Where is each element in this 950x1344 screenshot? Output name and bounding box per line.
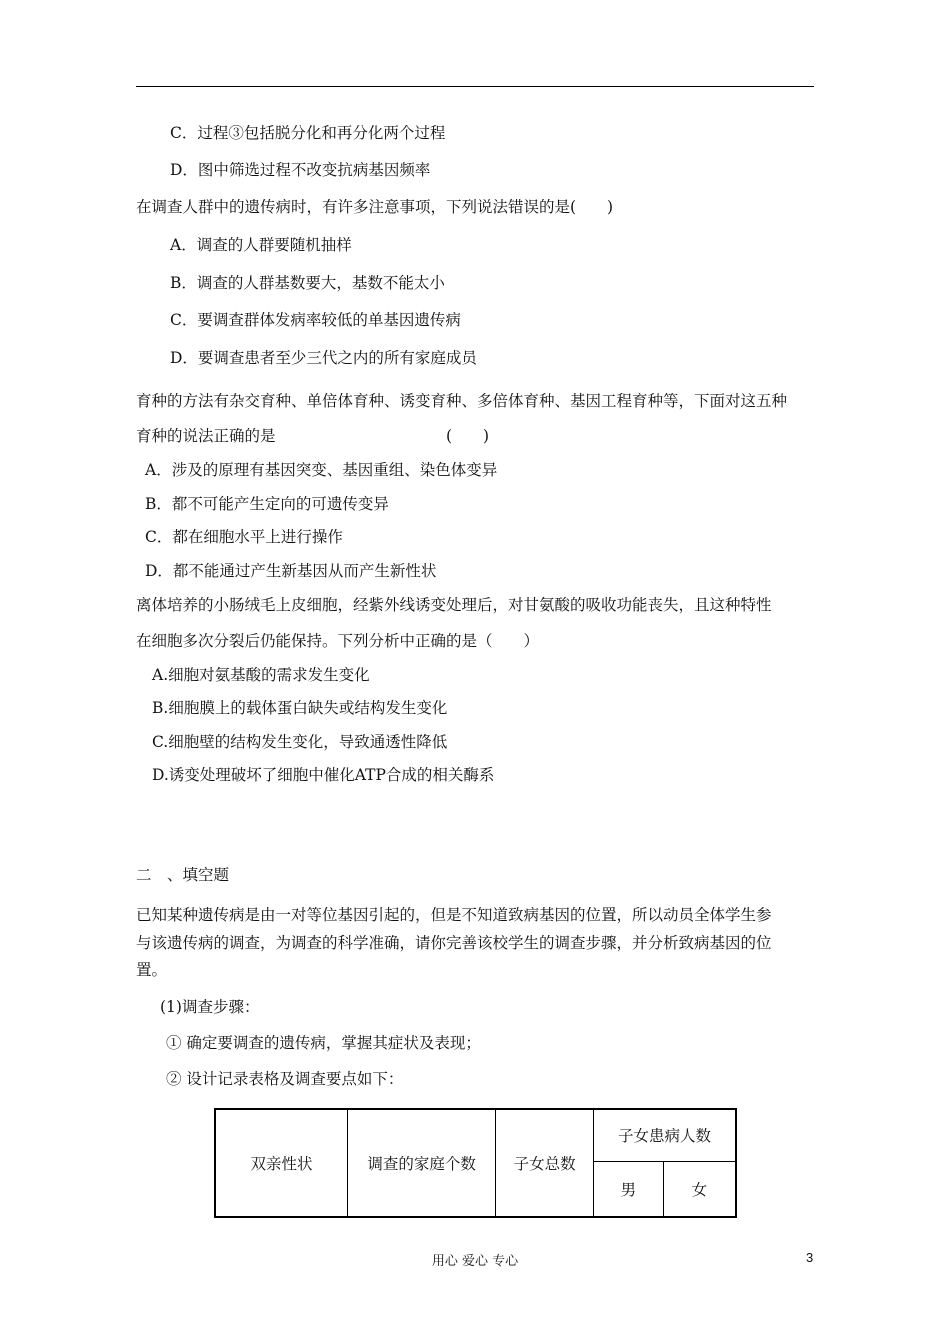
table-header-parent-traits: 双亲性状	[215, 1109, 347, 1217]
table-header-family-count: 调查的家庭个数	[347, 1109, 495, 1217]
question-4-stem-line1: 离体培养的小肠绒毛上皮细胞，经紫外线诱变处理后，对甘氨酸的吸收功能丧失，且这种特性	[136, 596, 772, 614]
option-a-q2: A．调查的人群要随机抽样	[170, 236, 352, 254]
option-c-q2: C．要调查群体发病率较低的单基因遗传病	[170, 311, 461, 329]
survey-steps-heading: (1)调查步骤：	[160, 998, 260, 1016]
table-header-male: 男	[593, 1161, 663, 1217]
record-table	[214, 1108, 737, 1218]
question-2-stem: 在调查人群中的遗传病时，有许多注意事项，下列说法错误的是( )	[136, 198, 614, 216]
option-c-q4: C.细胞壁的结构发生变化，导致通透性降低	[152, 733, 448, 751]
section-title-fill-blank: 二 、填空题	[136, 866, 230, 884]
option-a-q4: A.细胞对氨基酸的需求发生变化	[152, 666, 370, 684]
header-rule	[136, 86, 814, 87]
page-number: 3	[806, 1250, 814, 1265]
option-d-q4: D.诱变处理破坏了细胞中催化ATP合成的相关酶系	[152, 766, 495, 784]
option-d-q3: D．都不能通过产生新基因从而产生新性状	[145, 562, 437, 580]
survey-step-1: ① 确定要调查的遗传病，掌握其症状及表现；	[166, 1034, 481, 1052]
option-a-q3: A．涉及的原理有基因突变、基因重组、染色体变异	[145, 461, 498, 479]
question-5-stem-line1: 已知某种遗传病是由一对等位基因引起的，但是不知道致病基因的位置，所以动员全体学生参	[136, 906, 772, 924]
table-header-female: 女	[663, 1161, 736, 1217]
option-d-q1: D．图中筛选过程不改变抗病基因频率	[170, 161, 431, 179]
option-b-q4: B.细胞膜上的载体蛋白缺失或结构发生变化	[152, 699, 448, 717]
survey-step-2: ② 设计记录表格及调查要点如下：	[166, 1070, 404, 1088]
question-4-stem-line2: 在细胞多次分裂后仍能保持。下列分析中正确的是（ ）	[136, 632, 540, 650]
page-footer: 用心 爱心 专心	[431, 1254, 519, 1269]
option-c-q1: C．过程③包括脱分化和再分化两个过程	[170, 124, 446, 142]
table-header-total-children: 子女总数	[496, 1109, 594, 1217]
option-d-q2: D．要调查患者至少三代之内的所有家庭成员	[170, 349, 477, 367]
question-3-stem-line1: 育种的方法有杂交育种、单倍体育种、诱变育种、多倍体育种、基因工程育种等，下面对这五种	[136, 392, 788, 410]
option-c-q3: C．都在细胞水平上进行操作	[145, 528, 343, 546]
question-3-stem-line2: 育种的说法正确的是 ( )	[136, 427, 490, 445]
question-5-stem-line2: 与该遗传病的调查，为调查的科学准确，请你完善该校学生的调查步骤，并分析致病基因的位	[136, 934, 772, 952]
table-header-affected-children: 子女患病人数	[593, 1109, 736, 1161]
option-b-q2: B．调查的人群基数要大，基数不能太小	[170, 274, 445, 292]
option-b-q3: B．都不可能产生定向的可遗传变异	[145, 495, 389, 513]
question-5-stem-line3: 置。	[136, 961, 168, 979]
